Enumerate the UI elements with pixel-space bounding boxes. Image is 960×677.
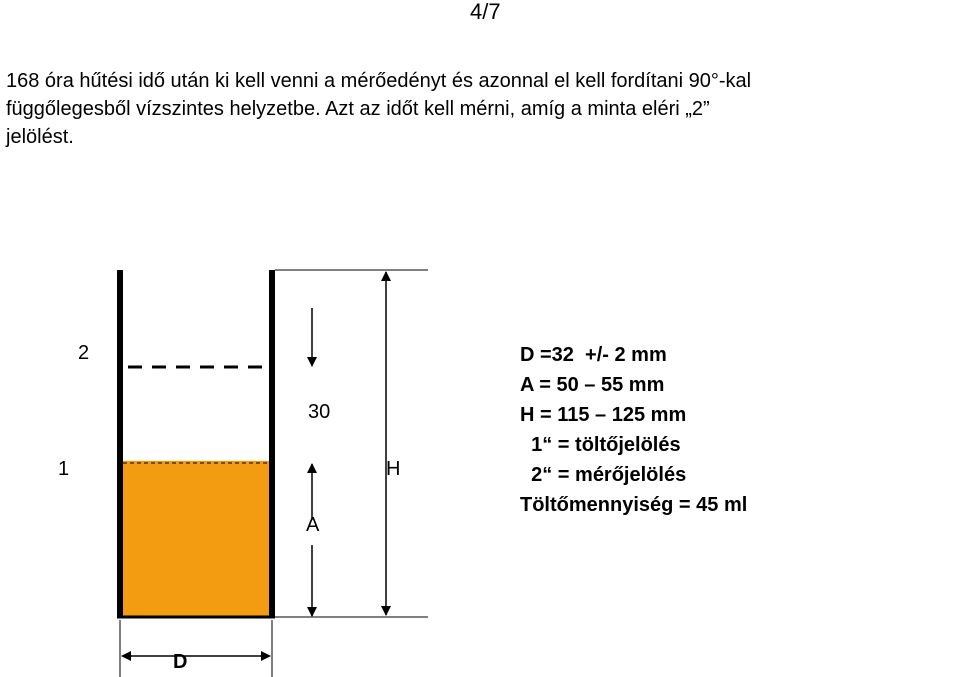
- filling-mark-label: 1: [58, 458, 70, 480]
- measuring-mark-label: 2: [78, 342, 90, 364]
- spec-item: 1“ = töltőjelölés: [520, 434, 681, 456]
- paragraph-line-2: függőlegesből vízszintes helyzetbe. Azt az időt kell mérni, amíg a minta eléri „2”: [6, 98, 710, 120]
- sample-fill: [120, 461, 272, 617]
- specification-list: [520, 340, 747, 520]
- paragraph-line-3: jelölést.: [6, 126, 74, 148]
- spec-item: Töltőmennyiség = 45 ml: [520, 494, 748, 516]
- spec-item: D =32 +/- 2 mm: [520, 344, 667, 366]
- spec-item: A = 50 – 55 mm: [520, 374, 665, 396]
- dim-D-label: D: [173, 651, 188, 673]
- dim-A-label: A: [306, 514, 320, 536]
- dim-30-label: 30: [308, 401, 331, 423]
- dim-H-label: H: [386, 458, 401, 480]
- paragraph-line-1: 168 óra hűtési idő után ki kell venni a mérőedényt és azonnal el kell fordítani 90°-kal: [6, 70, 752, 92]
- spec-item: H = 115 – 125 mm: [520, 404, 687, 426]
- spec-item: 2“ = mérőjelölés: [520, 464, 687, 486]
- page-number: 4/7: [470, 0, 501, 24]
